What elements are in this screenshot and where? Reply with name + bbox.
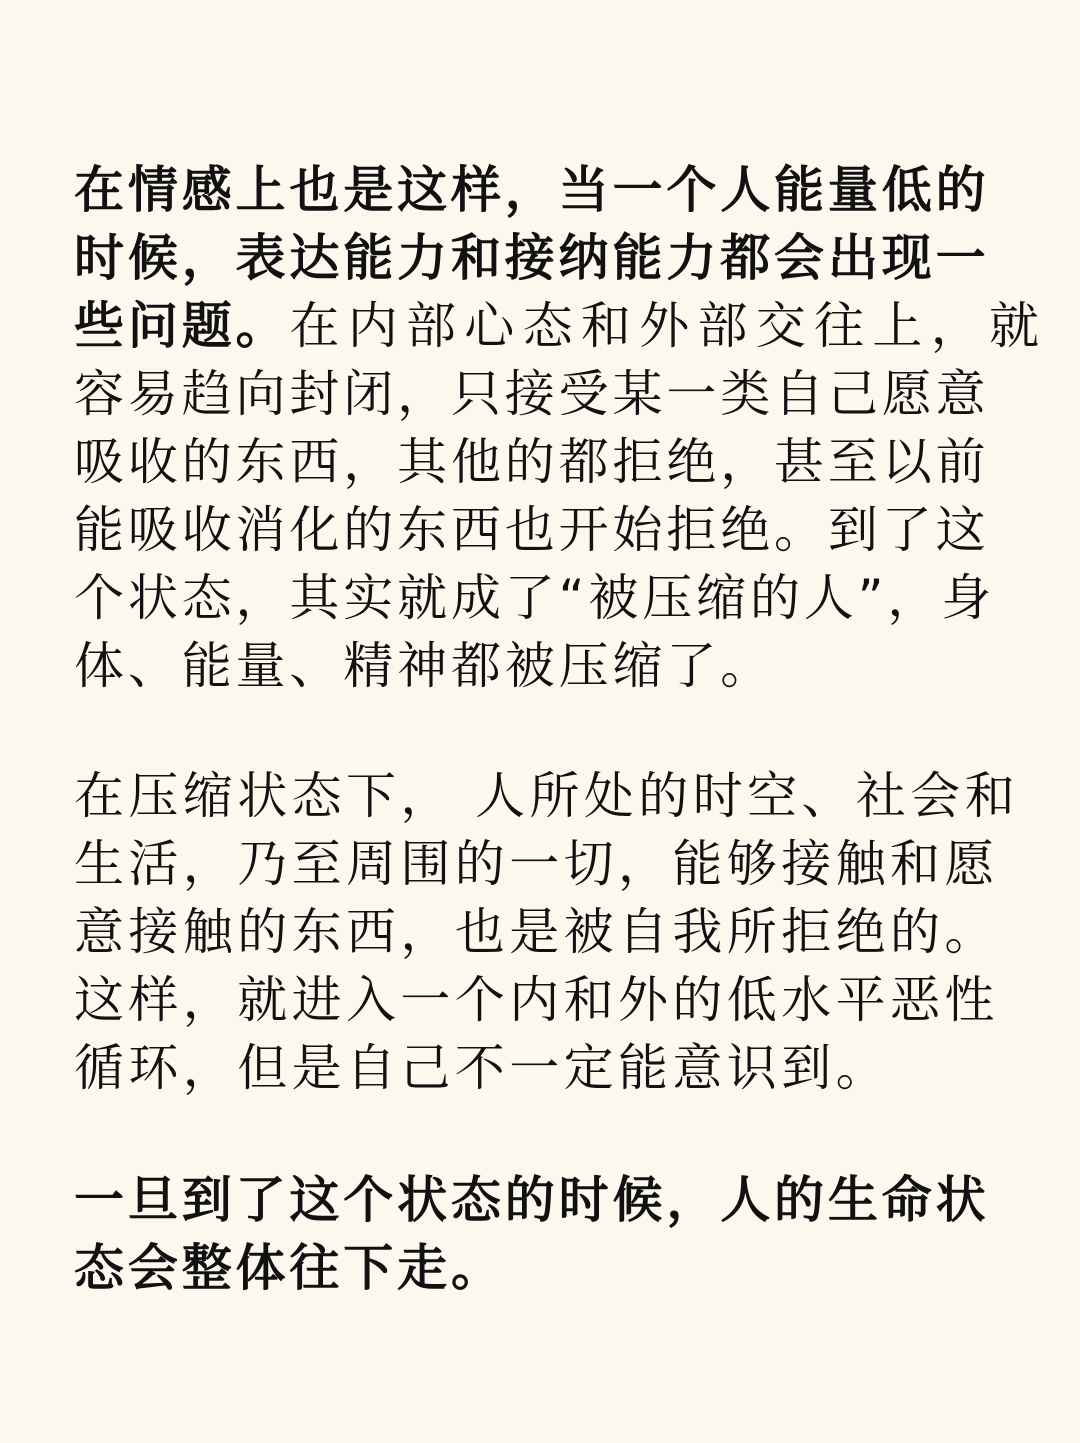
paragraph-1-line-6: 能吸收消化的东西也开始拒绝。到了这 [74, 501, 990, 559]
paragraph-2-line-2: 生活，乃至周围的一切，能够接触和愿 [74, 835, 999, 893]
paragraph-2-line-1: 在压缩状态下， 人所处的时空、社会和 [74, 767, 1020, 825]
paragraph-1-line-7: 个状态，其实就成了“被压缩的人”，身 [74, 569, 996, 627]
paragraph-1-line-4: 容易趋向封闭，只接受某一类自己愿意 [74, 365, 990, 423]
paragraph-1-line-2: 时候，表达能力和接纳能力都会出现一 [74, 229, 990, 287]
paragraph-1-line-3-regular-text: 在内部心态和外部交往上，就 [289, 297, 1048, 355]
paragraph-2-line-5: 循环，但是自己不一定能意识到。 [74, 1039, 890, 1097]
paragraph-2-line-3: 意接触的东西，也是被自我所拒绝的。 [74, 903, 999, 961]
paragraph-1-line-8: 体、能量、精神都被压缩了。 [74, 637, 775, 695]
paragraph-1-line-1: 在情感上也是这样，当一个人能量低的 [74, 161, 990, 219]
paragraph-1-line-5: 吸收的东西，其他的都拒绝，甚至以前 [74, 433, 990, 491]
paragraph-1-line-3-bold-text: 些问题。 [74, 297, 290, 355]
paragraph-3-line-1: 一旦到了这个状态的时候，人的生命状 [74, 1171, 990, 1229]
paragraph-1-line-3 [74, 292, 1047, 360]
paragraph-2-line-4: 这样，就进入一个内和外的低水平恶性 [74, 971, 999, 1029]
paragraph-3-line-2: 态会整体往下走。 [74, 1239, 505, 1297]
